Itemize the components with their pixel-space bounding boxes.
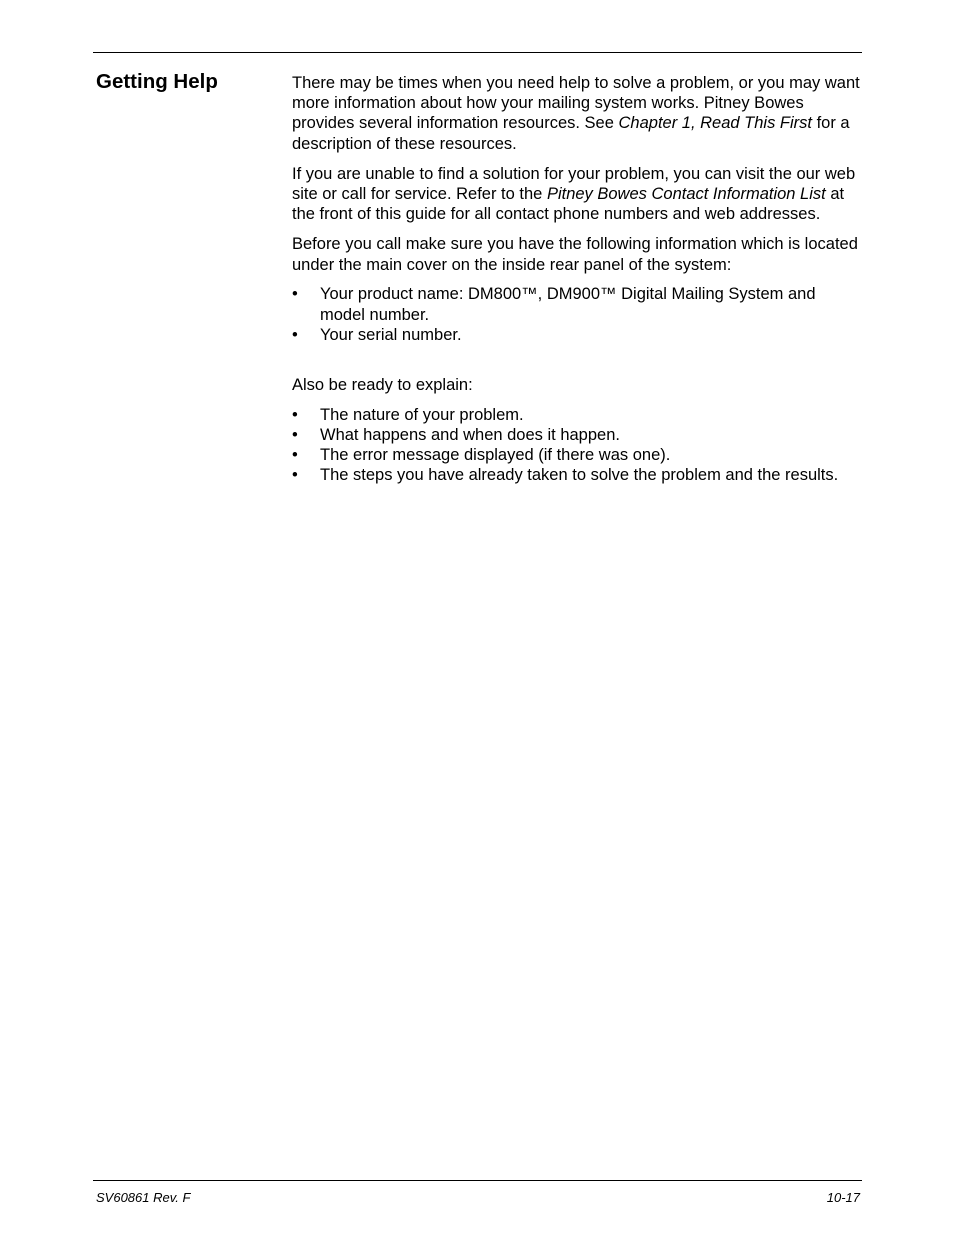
list-item-text: The steps you have already taken to solve the problem and the results. bbox=[320, 466, 839, 485]
bullet: • bbox=[292, 446, 298, 465]
paragraph-resources bbox=[292, 73, 862, 154]
section-body bbox=[292, 73, 862, 485]
paragraph-resources-text-b: for a description of these resources. bbox=[292, 114, 850, 153]
paragraph-contact-text-a: If you are unable to find a solution for your problem, you can visit the our web site or call for service. Refer to the bbox=[292, 164, 856, 204]
bullet: • bbox=[292, 425, 298, 444]
list-item bbox=[292, 284, 852, 324]
footer-rule bbox=[93, 1180, 862, 1181]
explain-list bbox=[292, 405, 872, 486]
header-rule bbox=[93, 52, 862, 53]
paragraph-resources-text-a: There may be times when you need help to solve a problem, or you may want more information about how your mailing system works. Pitney Bowes provides several information resources. See bbox=[292, 74, 860, 133]
list-item-text: Your product name: DM800™, DM900™ Digital Mailing System and model number. bbox=[320, 285, 816, 324]
document-id: SV60861 Rev. F bbox=[96, 1190, 191, 1205]
list-item-text: The error message displayed (if there was one). bbox=[320, 446, 671, 465]
list-item bbox=[292, 325, 852, 345]
contact-list-reference: Pitney Bowes Contact Information List bbox=[546, 185, 826, 204]
section-heading: Getting Help bbox=[96, 70, 218, 93]
list-item bbox=[292, 425, 872, 445]
bullet: • bbox=[292, 466, 298, 485]
bullet: • bbox=[292, 405, 298, 424]
paragraph-contact-text-b: at the front of this guide for all contact phone numbers and web addresses. bbox=[292, 185, 845, 224]
product-info-list bbox=[292, 284, 852, 345]
bullet: • bbox=[292, 285, 298, 304]
list-item-text: The nature of your problem. bbox=[320, 405, 524, 424]
page-number: 10-17 bbox=[826, 1190, 860, 1205]
paragraph-before-call: Before you call make sure you have the following information which is located under the main cover on the inside rear panel of the system: bbox=[292, 235, 858, 274]
list-item bbox=[292, 465, 872, 485]
list-item-text: Your serial number. bbox=[320, 325, 462, 344]
chapter-reference: Chapter 1, Read This First bbox=[618, 114, 812, 133]
list-item bbox=[292, 405, 872, 425]
paragraph-explain: Also be ready to explain: bbox=[292, 375, 473, 394]
list-item-text: What happens and when does it happen. bbox=[320, 425, 620, 444]
list-item bbox=[292, 445, 872, 465]
bullet: • bbox=[292, 325, 298, 344]
paragraph-contact bbox=[292, 164, 862, 225]
